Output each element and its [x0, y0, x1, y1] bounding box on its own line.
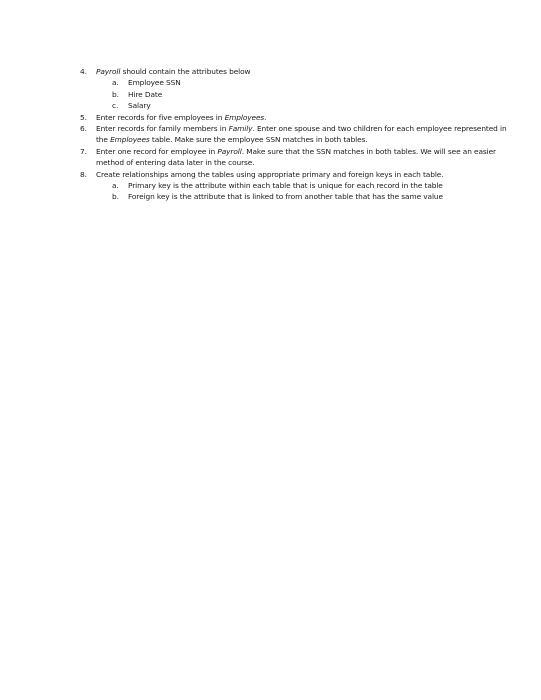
term-payroll: Payroll [217, 146, 242, 156]
item-number: 4. [80, 67, 87, 76]
sub-item-letter: a. [112, 78, 119, 88]
sub-item-text: Salary [128, 101, 151, 111]
sub-item-letter: b. [112, 89, 119, 99]
item-number: 6. [80, 124, 87, 134]
item-text: Create relationships among the tables using appropriate primary and foreign keys in each table. [96, 169, 444, 179]
list-item-6 [80, 123, 510, 146]
sub-item-text: Foreign key is the attribute that is linked to from another table that has the same value [128, 192, 443, 202]
item-text: Enter records for five employees in Employees. [96, 112, 267, 122]
sub-item-4b [80, 89, 510, 100]
sub-item-text: Hire Date [128, 89, 163, 99]
item-text: Enter one record for employee in Payroll. Make sure that the SSN matches in both tables. We will see an easier method of entering data later in the course. [96, 146, 496, 168]
term-payroll: Payroll [96, 67, 121, 76]
sub-item-4a [80, 77, 510, 88]
numbered-list [80, 66, 510, 203]
list-item-8 [80, 169, 510, 180]
sub-item-8b [80, 191, 510, 202]
sub-item-letter: b. [112, 192, 119, 202]
list-item-4 [80, 66, 510, 77]
sub-item-text: Primary key is the attribute within each table that is unique for each record in the table [128, 181, 443, 191]
list-item-5 [80, 112, 510, 123]
sub-item-text: Employee SSN [128, 78, 181, 88]
term-employees: Employees [110, 135, 150, 145]
sub-item-letter: c. [112, 101, 119, 111]
list-item-7 [80, 146, 510, 169]
sub-item-letter: a. [112, 181, 119, 191]
term-employees: Employees [224, 112, 265, 122]
sub-item-4c [80, 100, 510, 111]
item-number: 7. [80, 146, 87, 156]
item-text: Payroll should contain the attributes below [96, 67, 251, 76]
sub-item-8a [80, 180, 510, 191]
item-number: 8. [80, 169, 87, 179]
item-number: 5. [80, 112, 87, 122]
term-family: Family [228, 124, 253, 134]
item-text: Enter records for family members in Family. Enter one spouse and two children for each employee represented in the Employees table. Make sure the employee SSN matches in both tables. [96, 124, 507, 145]
